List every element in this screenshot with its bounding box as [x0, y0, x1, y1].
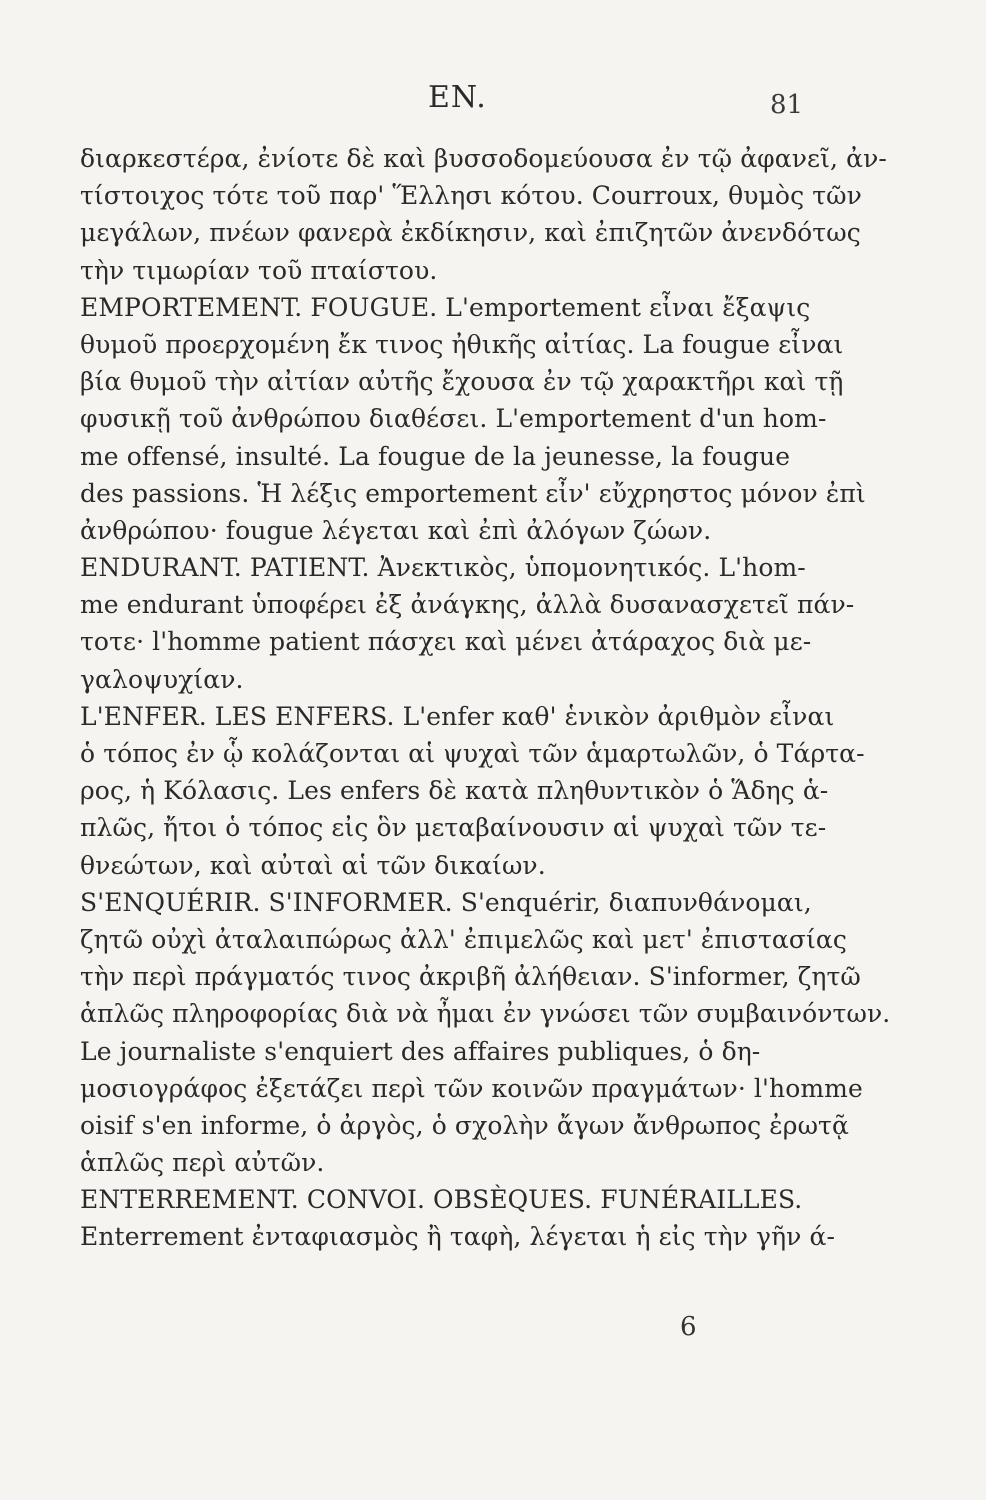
entry-heading-line: EMPORTEMENT. FOUGUE. L'emportement εἶναι ἔξαψις	[80, 292, 811, 322]
text-line: ἁπλῶς περὶ αὐτῶν.	[80, 1148, 325, 1178]
text-line: φυσικῇ τοῦ ἀνθρώπου διαθέσει. L'emportement d'un hom-	[80, 404, 827, 434]
text-line: τὴν τιμωρίαν τοῦ πταίστου.	[80, 255, 438, 285]
text-line: me endurant ὑποφέρει ἐξ ἀνάγκης, ἀλλὰ δυσανασχετεῖ πάν-	[80, 590, 855, 620]
text-line: θυμοῦ προερχομένη ἔκ τινος ἠθικῆς αἰτίας. La fougue εἶναι	[80, 329, 844, 359]
entry-heading-line: ENDURANT. PATIENT. Ἀνεκτικὸς, ὑπομονητικός. L'hom-	[80, 553, 806, 583]
text-line: πλῶς, ἤτοι ὁ τόπος εἰς ὃν μεταβαίνουσιν αἱ ψυχαὶ τῶν τε-	[80, 813, 827, 843]
text-line: ἁπλῶς πληροφορίας διὰ νὰ ἦμαι ἐν γνώσει τῶν συμβαινόντων.	[80, 999, 891, 1029]
running-head	[0, 80, 986, 120]
text-line: τίστοιχος τότε τοῦ παρ' Ἕλλησι κότου. Courroux, θυμὸς τῶν	[80, 181, 862, 211]
section-letters: EN.	[428, 80, 487, 115]
text-line: Le journaliste s'enquiert des affaires publiques, ὁ δη-	[80, 1036, 761, 1066]
text-line: βία θυμοῦ τὴν αἰτίαν αὐτῆς ἔχουσα ἐν τῷ χαρακτῆρι καὶ τῇ	[80, 367, 844, 397]
text-line: Enterrement ἐνταφιασμὸς ἢ ταφὴ, λέγεται ἡ εἰς τὴν γῆν ά-	[80, 1222, 836, 1252]
text-line: ρος, ἡ Κόλασις. Les enfers δὲ κατὰ πληθυντικὸν ὁ Ἅδης ἁ-	[80, 776, 829, 806]
text-line: γαλοψυχίαν.	[80, 664, 244, 694]
text-line: oisif s'en informe, ὁ ἀργὸς, ὁ σχολὴν ἄγων ἄνθρωπος ἐρωτᾷ	[80, 1110, 849, 1140]
text-line: me offensé, insulté. La fougue de la jeunesse, la fougue	[80, 441, 791, 471]
entry-heading-line: ENTERREMENT. CONVOI. OBSÈQUES. FUNÉRAILLES.	[80, 1185, 803, 1215]
text-line: διαρκεστέρα, ἐνίοτε δὲ καὶ βυσσοδομεύουσα ἐν τῷ ἀφανεῖ, ἀν-	[80, 144, 887, 173]
body-text	[80, 140, 891, 1256]
entry-heading-line: L'ENFER. LES ENFERS. L'enfer καθ' ἑνικὸν ἀριθμὸν εἶναι	[80, 701, 835, 731]
text-line: τὴν περὶ πράγματός τινος ἀκριβῆ ἀλήθειαν. S'informer, ζητῶ	[80, 962, 861, 992]
text-line: ὁ τόπος ἐν ᾧ κολάζονται αἱ ψυχαὶ τῶν ἁμαρτωλῶν, ὁ Τάρτα-	[80, 739, 865, 768]
text-line: des passions. Ἡ λέξις emportement εἶν' εὔχρηστος μόνον ἐπὶ	[80, 478, 866, 508]
text-line: ἀνθρώπου· fougue λέγεται καὶ ἐπὶ ἀλόγων ζώων.	[80, 515, 712, 545]
text-line: μοσιογράφος ἐξετάζει περὶ τῶν κοινῶν πραγμάτων· l'homme	[80, 1073, 863, 1103]
text-line: τοτε· l'homme patient πάσχει καὶ μένει ἀτάραχος διὰ με-	[80, 627, 812, 657]
entry-heading-line: S'ENQUÉRIR. S'INFORMER. S'enquérir, διαπυνθάνομαι,	[80, 887, 812, 917]
text-line: ζητῶ οὐχὶ ἀταλαιπώρως ἀλλ' ἐπιμελῶς καὶ μετ' ἐπιστασίας	[80, 924, 848, 954]
page-number: 81	[770, 90, 804, 120]
signature-mark: 6	[680, 1312, 697, 1342]
text-line: μεγάλων, πνέων φανερὰ ἐκδίκησιν, καὶ ἐπιζητῶν ἀνενδότως	[80, 218, 861, 248]
text-line: θνεώτων, καὶ αὐταὶ αἱ τῶν δικαίων.	[80, 850, 546, 880]
